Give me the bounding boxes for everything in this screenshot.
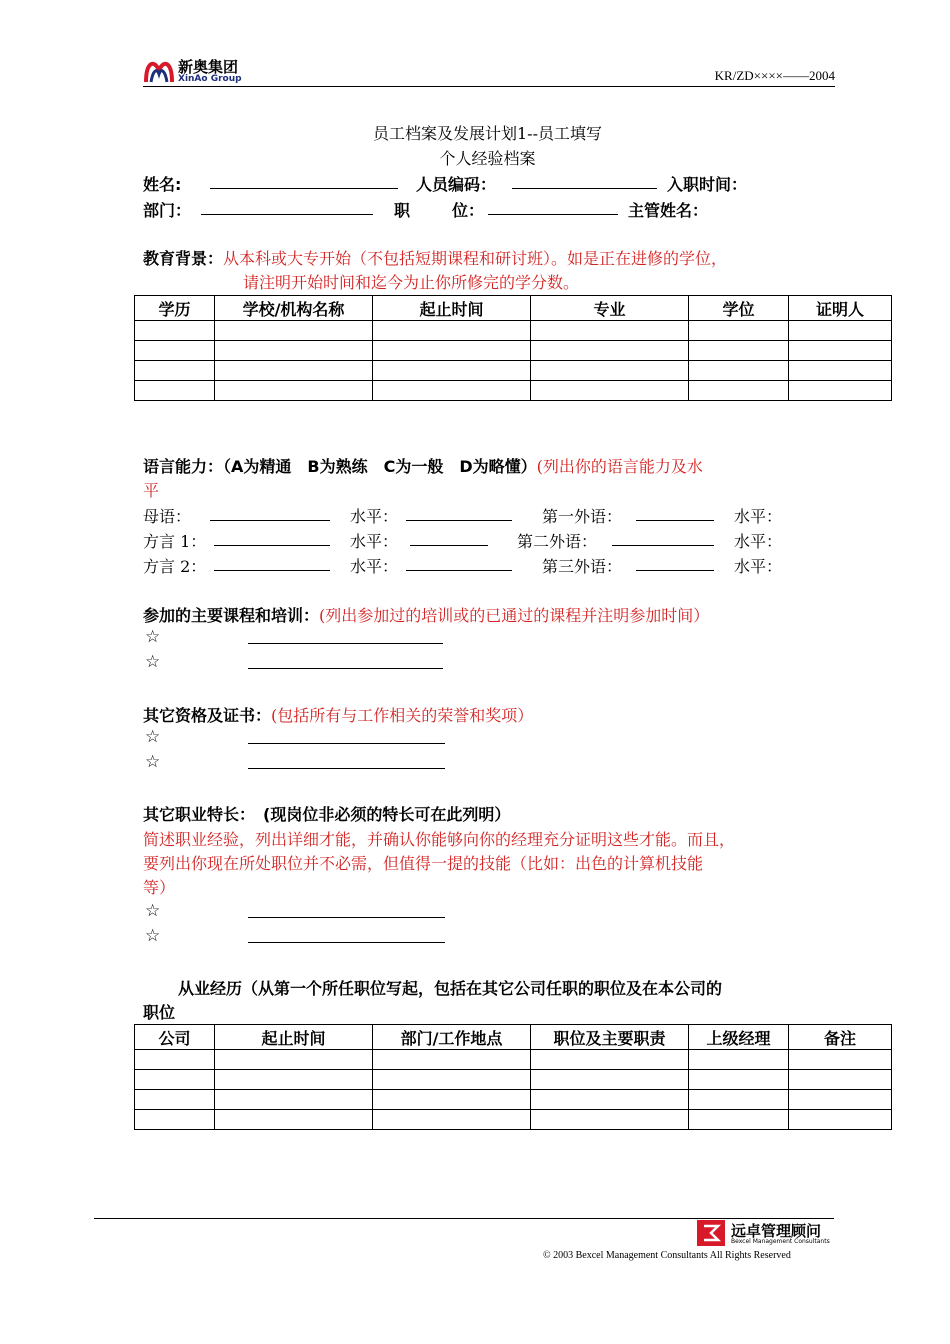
table-cell[interactable] bbox=[689, 381, 789, 401]
table-cell[interactable] bbox=[215, 1070, 373, 1090]
table-row bbox=[135, 1110, 892, 1130]
edu-header-school: 学校/机构名称 bbox=[215, 296, 373, 321]
certs-label: 其它资格及证书： bbox=[143, 706, 272, 725]
work-header-company: 公司 bbox=[135, 1025, 215, 1050]
hire-date-label: 入职时间： bbox=[667, 175, 748, 194]
dialect-2-level-field[interactable] bbox=[406, 556, 512, 571]
language-label: 语言能力：（A为精通 B为熟练 C为一般 D为略懂） bbox=[143, 457, 537, 476]
dialect-1-level-label: 水平： bbox=[350, 532, 399, 551]
table-cell[interactable] bbox=[531, 321, 689, 341]
table-cell[interactable] bbox=[689, 1110, 789, 1130]
first-foreign-label: 第一外语： bbox=[542, 507, 623, 526]
native-language-field[interactable] bbox=[210, 506, 330, 521]
table-row bbox=[135, 1070, 892, 1090]
table-cell[interactable] bbox=[531, 1110, 689, 1130]
table-cell[interactable] bbox=[373, 321, 531, 341]
table-cell[interactable] bbox=[789, 321, 892, 341]
table-cell[interactable] bbox=[215, 361, 373, 381]
edu-header-major: 专业 bbox=[531, 296, 689, 321]
education-section bbox=[143, 246, 727, 269]
table-cell[interactable] bbox=[789, 1110, 892, 1130]
edu-header-reference: 证明人 bbox=[789, 296, 892, 321]
skills-note-1: 简述职业经验，列出详细才能，并确认你能够向你的经理充分证明这些才能。而且， bbox=[143, 830, 736, 849]
table-cell[interactable] bbox=[135, 321, 215, 341]
third-foreign-field[interactable] bbox=[636, 556, 714, 571]
table-cell[interactable] bbox=[135, 361, 215, 381]
table-cell[interactable] bbox=[373, 361, 531, 381]
table-row bbox=[135, 1050, 892, 1070]
table-row bbox=[135, 341, 892, 361]
cert-field-1[interactable] bbox=[248, 729, 445, 744]
table-cell[interactable] bbox=[215, 1050, 373, 1070]
employee-no-label: 人员编码： bbox=[416, 175, 497, 194]
table-cell[interactable] bbox=[373, 341, 531, 361]
dialect-2-field[interactable] bbox=[214, 556, 330, 571]
table-cell[interactable] bbox=[789, 1090, 892, 1110]
language-note-2: 平 bbox=[143, 481, 160, 500]
education-note-2: 请注明开始时间和迄今为止你所修完的学分数。 bbox=[243, 273, 580, 292]
logo-chinese-name: 新奥集团 bbox=[178, 58, 239, 76]
dialect-1-level-field[interactable] bbox=[410, 531, 488, 546]
table-cell[interactable] bbox=[789, 1050, 892, 1070]
xinao-logo-icon bbox=[143, 54, 175, 86]
name-label: 姓名: bbox=[143, 175, 182, 194]
table-cell[interactable] bbox=[135, 1070, 215, 1090]
native-level-label: 水平： bbox=[350, 507, 399, 526]
table-cell[interactable] bbox=[789, 341, 892, 361]
table-row bbox=[135, 321, 892, 341]
table-cell[interactable] bbox=[135, 341, 215, 361]
courses-section bbox=[143, 603, 709, 626]
edu-header-period: 起止时间 bbox=[373, 296, 531, 321]
employee-no-field[interactable] bbox=[512, 174, 657, 189]
table-cell[interactable] bbox=[135, 381, 215, 401]
work-history-table bbox=[134, 1024, 892, 1130]
work-header-row bbox=[135, 1025, 892, 1050]
document-code: KR/ZD××××——2004 bbox=[714, 68, 835, 83]
language-note-1: (列出你的语言能力及水 bbox=[536, 457, 703, 476]
course-field-2[interactable] bbox=[248, 654, 443, 669]
education-header-row bbox=[135, 296, 892, 321]
table-cell[interactable] bbox=[689, 1090, 789, 1110]
skills-note-2: 要列出你现在所处职位并不必需，但值得一提的技能（比如：出色的计算机技能 bbox=[143, 854, 704, 873]
certs-note: (包括所有与工作相关的荣誉和奖项） bbox=[271, 706, 534, 725]
table-cell[interactable] bbox=[531, 361, 689, 381]
native-level-field[interactable] bbox=[406, 506, 512, 521]
second-foreign-label: 第二外语： bbox=[517, 532, 598, 551]
star-icon: ☆ bbox=[145, 727, 161, 747]
table-cell[interactable] bbox=[689, 361, 789, 381]
dialect-2-level-label: 水平： bbox=[350, 557, 399, 576]
first-foreign-level-label: 水平： bbox=[734, 507, 783, 526]
table-cell[interactable] bbox=[215, 341, 373, 361]
course-field-1[interactable] bbox=[248, 629, 443, 644]
table-cell[interactable] bbox=[373, 1110, 531, 1130]
table-cell[interactable] bbox=[789, 361, 892, 381]
edu-header-degree: 学历 bbox=[135, 296, 215, 321]
skills-note-3: 等） bbox=[143, 878, 176, 897]
table-cell[interactable] bbox=[789, 381, 892, 401]
footer-brand-english: Bexcel Management Consultants bbox=[731, 1238, 830, 1245]
work-header-notes: 备注 bbox=[789, 1025, 892, 1050]
certs-section bbox=[143, 703, 533, 726]
table-cell[interactable] bbox=[373, 381, 531, 401]
table-cell[interactable] bbox=[135, 1110, 215, 1130]
third-foreign-label: 第三外语： bbox=[542, 557, 623, 576]
star-icon: ☆ bbox=[145, 752, 161, 772]
table-cell[interactable] bbox=[689, 1070, 789, 1090]
work-history-label-2: 职位 bbox=[143, 1003, 176, 1022]
table-cell[interactable] bbox=[531, 1090, 689, 1110]
position-field[interactable] bbox=[488, 200, 618, 215]
work-header-duties: 职位及主要职责 bbox=[531, 1025, 689, 1050]
table-row bbox=[135, 1090, 892, 1110]
table-cell[interactable] bbox=[135, 1090, 215, 1110]
footer-divider bbox=[94, 1218, 834, 1219]
education-table bbox=[134, 295, 892, 401]
native-language-label: 母语： bbox=[143, 507, 192, 526]
third-foreign-level-label: 水平： bbox=[734, 557, 783, 576]
courses-label: 参加的主要课程和培训： bbox=[143, 606, 320, 625]
star-icon: ☆ bbox=[145, 652, 161, 672]
courses-note: (列出参加过的培训或的已通过的课程并注明参加时间） bbox=[319, 606, 710, 625]
dialect-2-label: 方言 2： bbox=[143, 557, 207, 576]
education-note-1: 从本科或大专开始（不包括短期课程和研讨班）。如是正在进修的学位， bbox=[223, 249, 728, 268]
table-cell[interactable] bbox=[689, 321, 789, 341]
footer-brand-chinese: 远卓管理顾问 bbox=[731, 1222, 822, 1240]
table-cell[interactable] bbox=[531, 1050, 689, 1070]
table-cell[interactable] bbox=[215, 321, 373, 341]
second-foreign-level-label: 水平： bbox=[734, 532, 783, 551]
supervisor-label: 主管姓名： bbox=[628, 201, 709, 220]
education-label: 教育背景： bbox=[143, 249, 224, 268]
skills-label: 其它职业特长： (现岗位非必须的特长可在此列明） bbox=[143, 805, 511, 824]
edu-header-diploma: 学位 bbox=[689, 296, 789, 321]
table-cell[interactable] bbox=[531, 381, 689, 401]
table-cell[interactable] bbox=[215, 1090, 373, 1110]
skill-field-2[interactable] bbox=[248, 928, 445, 943]
first-foreign-field[interactable] bbox=[636, 506, 714, 521]
work-history-label: 从业经历（从第一个所任职位写起，包括在其它公司任职的职位及在本公司的 bbox=[178, 979, 723, 998]
table-row bbox=[135, 361, 892, 381]
table-cell[interactable] bbox=[135, 1050, 215, 1070]
copyright-notice: © 2003 Bexcel Management Consultants All Rights Reserved bbox=[543, 1250, 791, 1261]
department-label: 部门： bbox=[143, 201, 192, 220]
table-cell[interactable] bbox=[689, 341, 789, 361]
work-header-period: 起止时间 bbox=[215, 1025, 373, 1050]
star-icon: ☆ bbox=[145, 901, 161, 921]
position-label-a: 职 bbox=[394, 201, 411, 220]
table-cell[interactable] bbox=[531, 1070, 689, 1090]
work-header-manager: 上级经理 bbox=[689, 1025, 789, 1050]
header-divider bbox=[143, 86, 835, 87]
cert-field-2[interactable] bbox=[248, 754, 445, 769]
table-cell[interactable] bbox=[789, 1070, 892, 1090]
name-field[interactable] bbox=[210, 174, 398, 189]
page-subtitle: 个人经验档案 bbox=[439, 149, 536, 168]
work-header-department: 部门/工作地点 bbox=[373, 1025, 531, 1050]
star-icon: ☆ bbox=[145, 926, 161, 946]
dialect-1-label: 方言 1： bbox=[143, 532, 207, 551]
skill-field-1[interactable] bbox=[248, 903, 445, 918]
position-label-b: 位： bbox=[452, 201, 485, 220]
second-foreign-field[interactable] bbox=[612, 531, 714, 546]
dialect-1-field[interactable] bbox=[214, 531, 330, 546]
table-cell[interactable] bbox=[215, 381, 373, 401]
table-cell[interactable] bbox=[531, 341, 689, 361]
bexcel-logo-icon bbox=[697, 1220, 725, 1246]
table-cell[interactable] bbox=[689, 1050, 789, 1070]
department-field[interactable] bbox=[201, 200, 373, 215]
table-row bbox=[135, 381, 892, 401]
star-icon: ☆ bbox=[145, 627, 161, 647]
table-cell[interactable] bbox=[373, 1050, 531, 1070]
logo-english-name: XinAo Group bbox=[178, 74, 242, 84]
table-cell[interactable] bbox=[373, 1070, 531, 1090]
language-section bbox=[143, 454, 703, 477]
table-cell[interactable] bbox=[373, 1090, 531, 1110]
page-title: 员工档案及发展计划1--员工填写 bbox=[373, 124, 602, 143]
table-cell[interactable] bbox=[215, 1110, 373, 1130]
